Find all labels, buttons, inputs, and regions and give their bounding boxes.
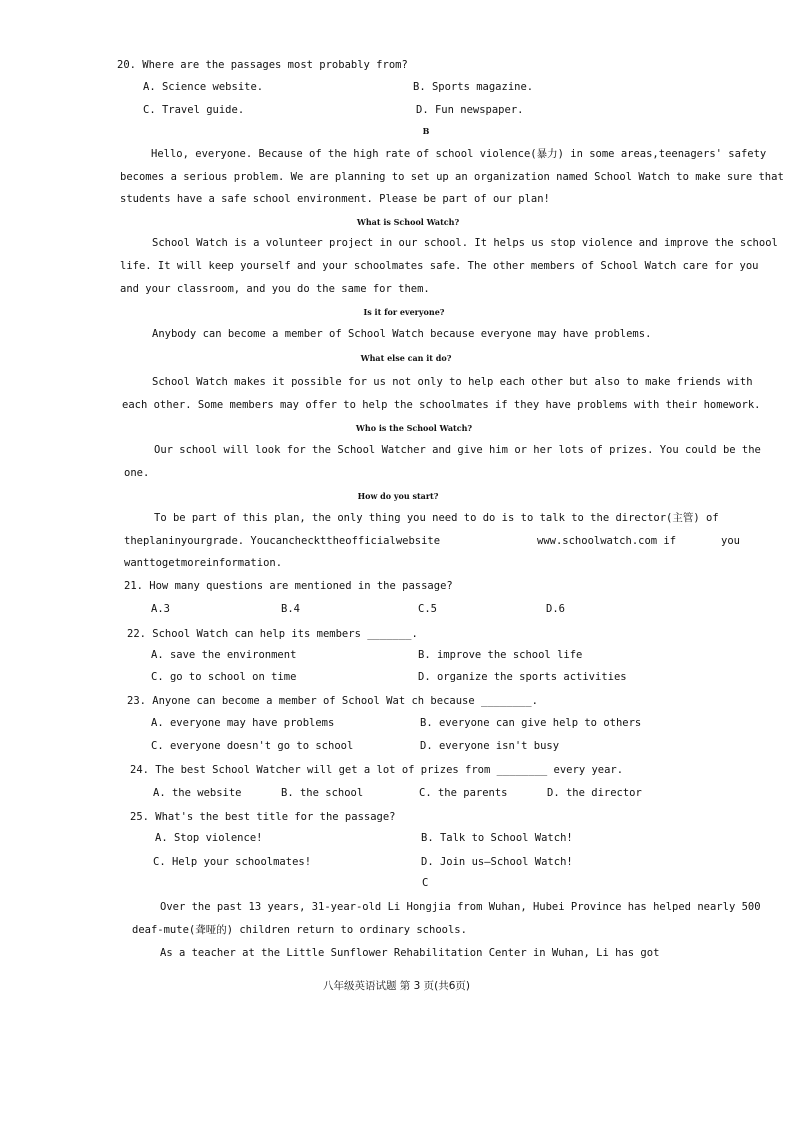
- q22-option-d: D. organize the sports activities: [418, 671, 627, 683]
- q23-option-b: B. everyone can give help to others: [420, 717, 642, 729]
- q20-option-d: D. Fun newspaper.: [416, 104, 524, 116]
- website-link: www.schoolwatch.com if: [537, 535, 677, 547]
- passage-b-p2-line2: life. It will keep yourself and your schoolmates safe. The other members of School Watch care for you: [120, 260, 759, 272]
- q20-option-c: C. Travel guide.: [143, 104, 245, 116]
- passage-c-label: C: [422, 877, 429, 889]
- passage-b-p1-line3: students have a safe school environment. Please be part of our plan!: [120, 193, 550, 205]
- q24-option-b: B. the school: [281, 787, 364, 799]
- q23-option-a: A. everyone may have problems: [151, 717, 335, 729]
- q23-stem: 23. Anyone can become a member of School Wat ch because ________.: [127, 695, 538, 707]
- passage-b-p5-line1: Our school will look for the School Watcher and give him or her lots of prizes. You could be the: [154, 444, 761, 456]
- passage-b-p4-line2: each other. Some members may offer to help the schoolmates if they have problems with their homework.: [122, 399, 761, 411]
- q24-stem: 24. The best School Watcher will get a lot of prizes from ________ every year.: [130, 764, 624, 776]
- q22-option-c: C. go to school on time: [151, 671, 297, 683]
- passage-b-p5-line2: one.: [124, 467, 150, 479]
- heading-is-it-for-everyone: Is it for everyone?: [363, 307, 445, 317]
- passage-b-p2-line3: and your classroom, and you do the same for them.: [120, 283, 430, 295]
- q23-option-c: C. everyone doesn't go to school: [151, 740, 354, 752]
- passage-c-line3: As a teacher at the Little Sunflower Rehabilitation Center in Wuhan, Li has got: [160, 947, 660, 959]
- passage-b-p1-line1: [151, 147, 767, 161]
- passage-b-p3: Anybody can become a member of School Watch because everyone may have problems.: [152, 328, 652, 340]
- passage-b-p1-line2: becomes a serious problem. We are planning to set up an organization named School Watch to make sure that: [120, 171, 784, 183]
- passage-b-p4-line1: School Watch makes it possible for us not only to help each other but also to make friends with: [152, 376, 753, 388]
- q22-option-a: A. save the environment: [151, 649, 297, 661]
- q21-option-a: A.3: [151, 603, 170, 615]
- q25-option-b: B. Talk to School Watch!: [421, 832, 573, 844]
- passage-c-line2: deaf-mute(聋哑的) children return to ordinary schools.: [132, 924, 467, 936]
- q20-option-b: B. Sports magazine.: [413, 81, 534, 93]
- passage-b-label: B: [422, 126, 430, 136]
- passage-b-p6-line2c: you: [721, 535, 740, 547]
- q21-option-b: B.4: [281, 603, 300, 615]
- heading-how-start: How do you start?: [357, 491, 439, 501]
- heading-what-else: What else can it do?: [360, 353, 452, 363]
- text: Hello, everyone. Because of the high rate of school violence(暴力) in some areas,teenagers' safety: [151, 148, 767, 160]
- passage-b-p6-line1: To be part of this plan, the only thing you need to do is to talk to the director(主管) of: [154, 512, 719, 524]
- q23-option-d: D. everyone isn't busy: [420, 740, 560, 752]
- passage-b-p2-line1: School Watch is a volunteer project in our school. It helps us stop violence and improve the school: [152, 237, 778, 249]
- heading-who-is: Who is the School Watch?: [355, 423, 473, 433]
- q20-option-a: A. Science website.: [143, 81, 264, 93]
- passage-c-line1: Over the past 13 years, 31-year-old Li Hongjia from Wuhan, Hubei Province has helped nearly 500: [160, 901, 761, 913]
- q22-stem: 22. School Watch can help its members _______.: [127, 628, 418, 640]
- q24-option-c: C. the parents: [419, 787, 508, 799]
- q21-option-d: D.6: [546, 603, 565, 615]
- q20-stem: 20. Where are the passages most probably from?: [117, 59, 408, 71]
- q24-option-d: D. the director: [547, 787, 642, 799]
- q21-stem: 21. How many questions are mentioned in the passage?: [124, 580, 453, 592]
- q25-option-d: D. Join us—School Watch!: [421, 856, 573, 868]
- q25-stem: 25. What's the best title for the passage?: [130, 811, 396, 823]
- heading-what-is: What is School Watch?: [356, 217, 460, 227]
- q25-option-c: C. Help your schoolmates!: [153, 856, 312, 868]
- q22-option-b: B. improve the school life: [418, 649, 583, 661]
- passage-b-p6-line2a: theplaninyourgrade. Youcancheckttheofficialwebsite: [124, 535, 441, 547]
- q25-option-a: A. Stop violence!: [155, 832, 263, 844]
- q24-option-a: A. the website: [153, 787, 242, 799]
- passage-b-p6-line3: wanttogetmoreinformation.: [124, 557, 283, 569]
- q21-option-c: C.5: [418, 603, 437, 615]
- page-footer: 八年级英语试题 第 3 页(共6页): [322, 980, 471, 992]
